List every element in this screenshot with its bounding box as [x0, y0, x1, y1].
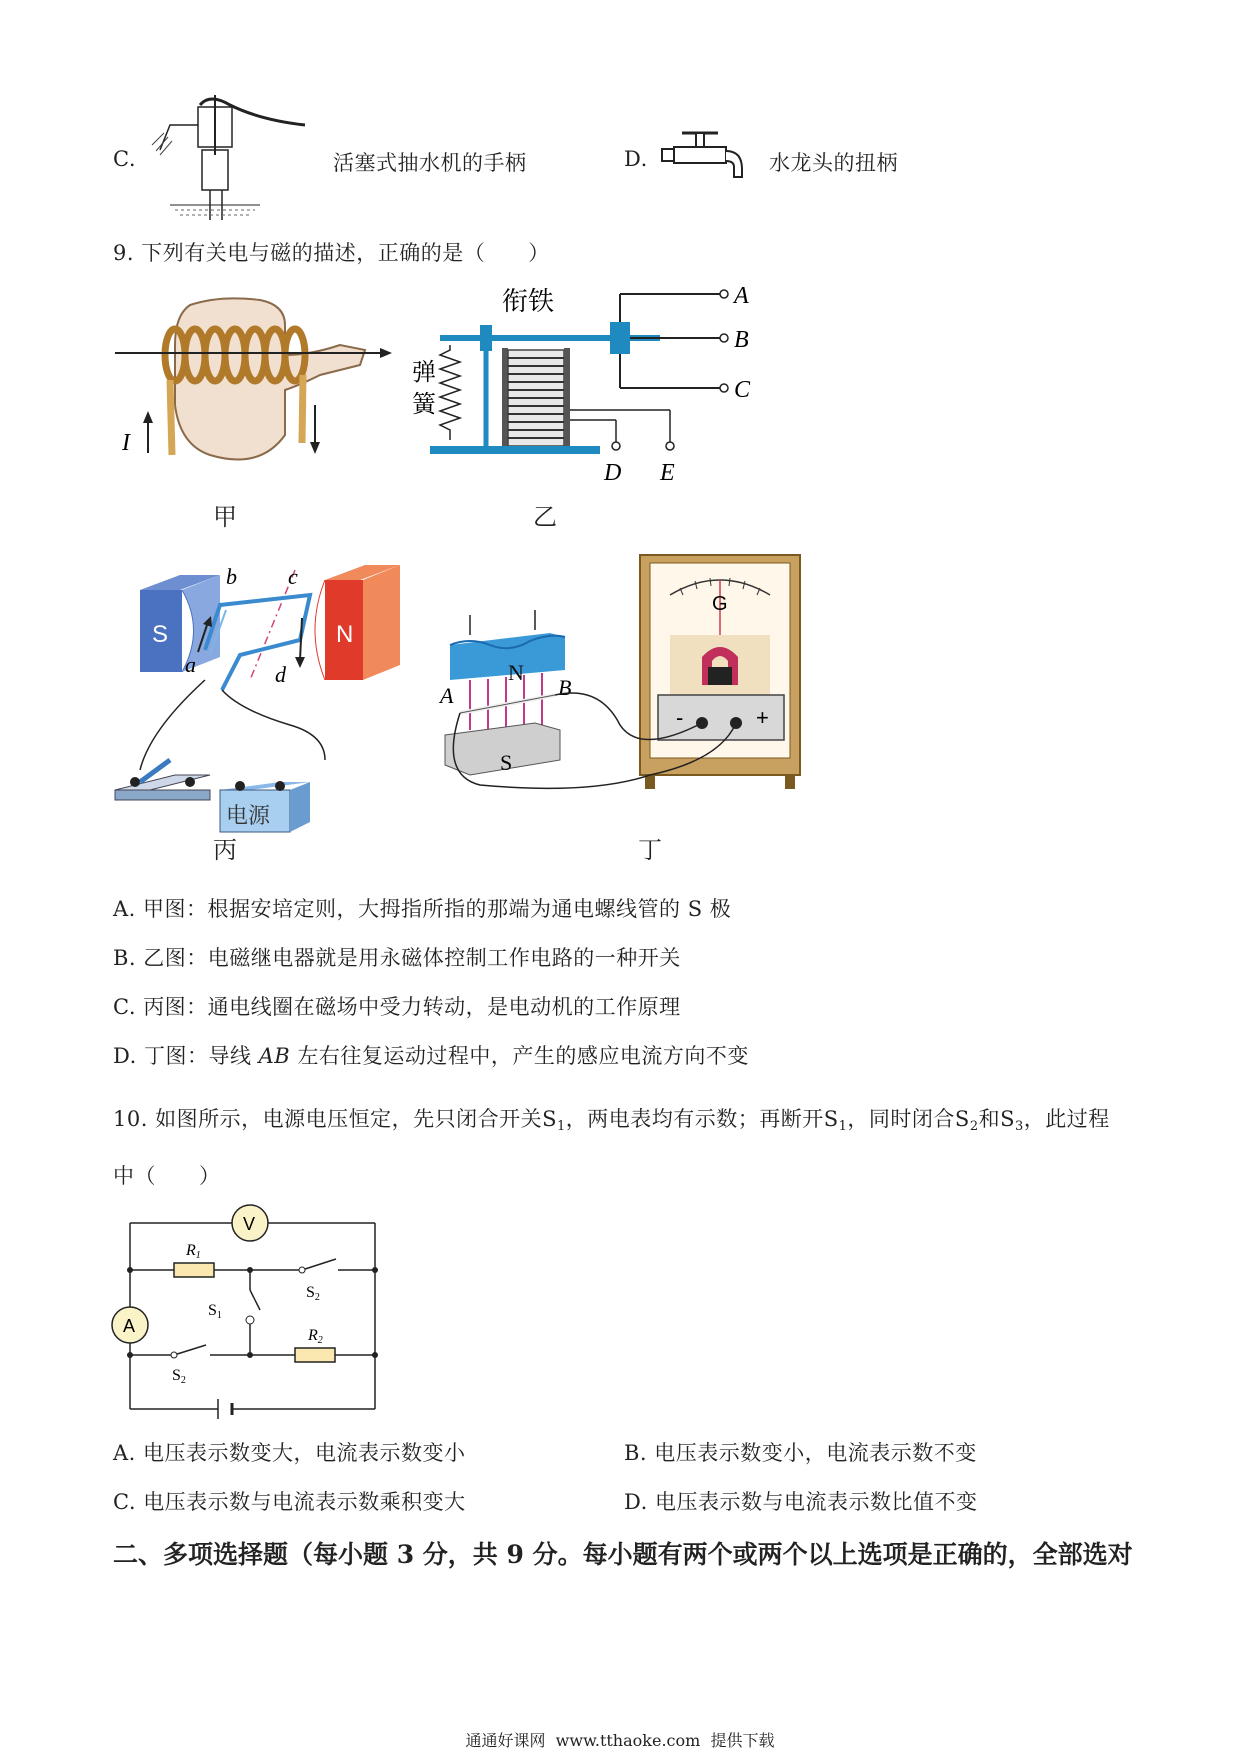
circuit-ammeter-label: A [123, 1316, 136, 1336]
relay-terminal-b: B [734, 327, 749, 353]
ding-wire-b: B [558, 675, 572, 700]
faucet-figure [660, 125, 750, 195]
option-d-text: 水龙头的扭柄 [769, 151, 898, 175]
pump-handle-figure [150, 95, 310, 225]
circuit-s3-label: S2 [306, 1284, 320, 1303]
option-c-letter: C. [113, 147, 136, 171]
option-c-text: 活塞式抽水机的手柄 [333, 151, 527, 175]
circuit-s2-label: S2 [172, 1367, 186, 1386]
figure-jia-solenoid [110, 295, 400, 475]
q9-stem: 9. 下列有关电与磁的描述，正确的是（ ） [113, 241, 550, 265]
figure-ding-caption: 丁 [638, 836, 662, 864]
bing-power-supply: 电源 [226, 804, 271, 829]
bing-magnet-n: N [336, 621, 354, 648]
relay-armature-label: 衔铁 [502, 287, 555, 317]
q10-option-d: D. 电压表示数与电流表示数比值不变 [624, 1490, 978, 1514]
q9-option-a: A. 甲图：根据安培定则，大拇指所指的那端为通电螺线管的 S 极 [113, 897, 732, 921]
page-footer: 通通好课网 www.tthaoke.com 提供下载 [465, 1731, 775, 1750]
circuit-voltmeter-label: V [243, 1214, 256, 1234]
relay-terminal-c: C [734, 377, 751, 403]
figure-ding-induction [440, 545, 820, 825]
ding-magnet-n: N [508, 660, 524, 685]
ding-terminal-plus: + [756, 705, 769, 730]
q9-option-c: C. 丙图：通电线圈在磁场中受力转动，是电动机的工作原理 [113, 995, 681, 1019]
bing-coil-b: b [226, 564, 237, 589]
relay-terminal-e: E [660, 460, 675, 486]
figure-yi-caption: 乙 [533, 503, 557, 531]
figure-bing-motor [110, 560, 410, 830]
figure-yi-relay [412, 270, 760, 490]
jia-current-label: I [122, 430, 130, 456]
bing-coil-a: a [185, 652, 196, 677]
figure-bing-caption: 丙 [213, 836, 237, 864]
relay-spring-label-2: 簧 [412, 390, 436, 418]
q10-option-c: C. 电压表示数与电流表示数乘积变大 [113, 1490, 466, 1514]
q10-option-a: A. 电压表示数变大，电流表示数变小 [113, 1441, 466, 1465]
q10-circuit-diagram [110, 1195, 410, 1425]
circuit-r2-label: R2 [308, 1327, 323, 1346]
relay-spring-label-1: 弹 [412, 358, 436, 386]
ding-galvanometer-g: G [712, 593, 728, 615]
figure-jia-caption: 甲 [213, 503, 237, 531]
circuit-r1-label: R1 [186, 1242, 201, 1261]
section-title-multiple-choice: 二、多项选择题（每小题 3 分，共 9 分。每小题有两个或两个以上选项是正确的，全部选对 [113, 1540, 1133, 1569]
q10-stem-line2: 中（ ） [113, 1164, 221, 1188]
bing-coil-c: c [288, 564, 298, 589]
bing-magnet-s: S [152, 621, 169, 648]
q9-option-b: B. 乙图：电磁继电器就是用永磁体控制工作电路的一种开关 [113, 946, 681, 970]
bing-coil-d: d [275, 662, 286, 687]
q10-stem: 10. 如图所示，电源电压恒定，先只闭合开关$S_1$，两电表均有示数；再断开$S_1$，同时闭合$S_2$和$S_3$，此过程 [113, 1107, 1110, 1134]
ding-wire-a: A [440, 683, 454, 708]
option-d-letter: D. [624, 147, 648, 171]
relay-terminal-a: A [734, 283, 749, 309]
ding-magnet-s: S [500, 750, 513, 775]
ding-terminal-minus: - [676, 705, 684, 730]
q9-option-d: D. 丁图：导线 AB 左右往复运动过程中，产生的感应电流方向不变 [113, 1044, 749, 1068]
relay-terminal-d: D [604, 460, 622, 486]
circuit-s1-label: S1 [208, 1302, 222, 1321]
q10-option-b: B. 电压表示数变小，电流表示数不变 [624, 1441, 977, 1465]
